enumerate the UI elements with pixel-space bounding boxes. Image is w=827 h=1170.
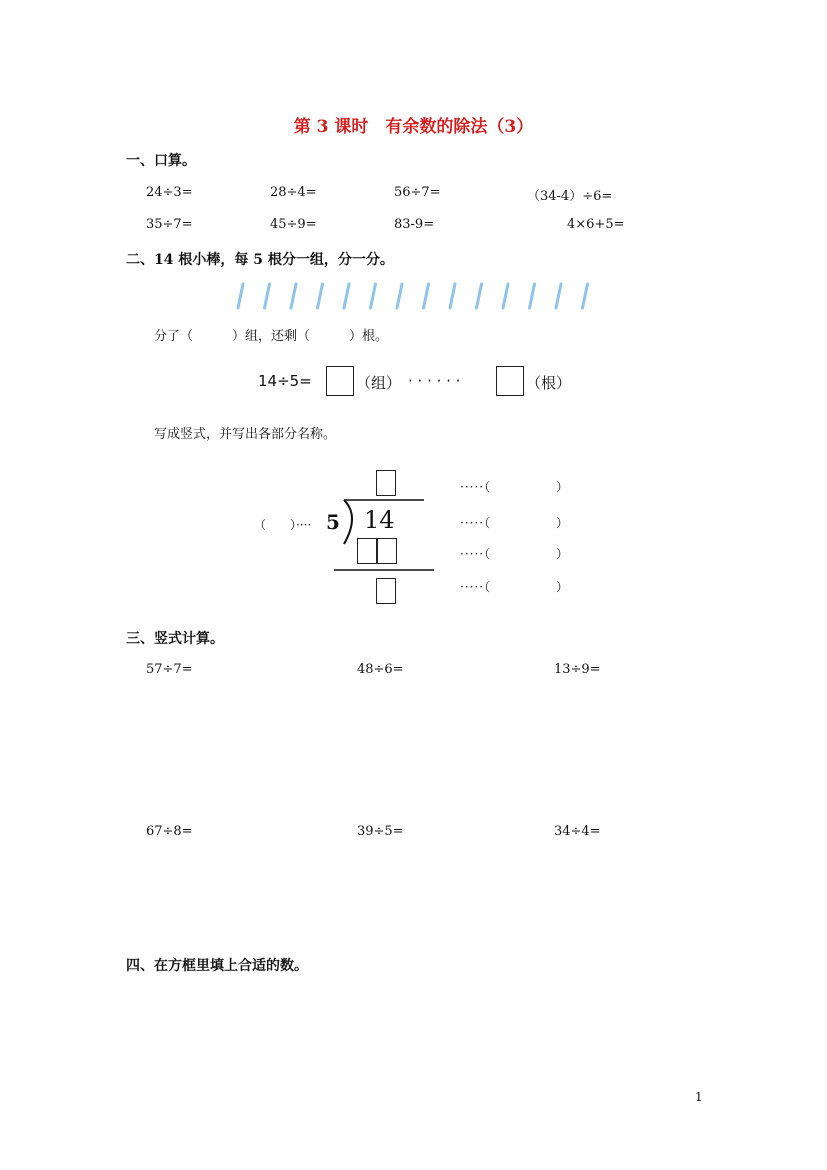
oral-item: 45÷9= [270,217,317,232]
stick [397,284,402,308]
stick [583,284,588,308]
stick [371,284,376,308]
sticks-illustration [230,282,602,310]
left-name-label: （ ）···· [254,518,312,532]
answer-box-remainder[interactable] [496,366,524,396]
stick [477,284,482,308]
product-box-tens[interactable] [357,538,377,564]
stick [503,284,508,308]
answer-box-quotient[interactable] [326,366,354,396]
vertical-calc-item: 13÷9= [554,662,601,677]
name-slot-dividend: ·····（ ） [460,516,570,530]
product-box-ones[interactable] [377,538,397,564]
vertical-calc-item: 39÷5= [357,824,404,839]
equation-dots: · · · · · · [408,372,461,390]
name-slot-quotient: ·····（ ） [460,480,570,494]
stick [556,284,561,308]
stick [450,284,455,308]
quotient-box[interactable] [376,470,396,496]
page-title: 第 3 课时 有余数的除法（3） [293,117,534,137]
stick [265,284,270,308]
divisor: 5 [326,510,340,534]
section-2-heading: 二、14 根小棒，每 5 根分一组，分一分。 [126,252,394,268]
dividend: 14 [364,506,395,534]
page-number: 1 [695,1090,703,1104]
vertical-calc-item: 57÷7= [146,662,193,677]
stick [424,284,429,308]
name-slot-remainder: ·····（ ） [460,580,570,594]
stick [530,284,535,308]
remainder-box[interactable] [376,578,396,604]
section-3-heading: 三、竖式计算。 [126,631,224,647]
oral-item: 83-9= [394,217,435,232]
section-1-heading: 一、口算。 [126,153,196,169]
stick [344,284,349,308]
name-slot-product: ·····（ ） [460,547,570,561]
stick [291,284,296,308]
oral-item: 56÷7= [394,185,441,200]
vertical-calc-item: 67÷8= [146,824,193,839]
section-4-heading: 四、在方框里填上合适的数。 [126,958,308,974]
oral-item: 24÷3= [146,185,193,200]
oral-item: 35÷7= [146,217,193,232]
equation-left: 14÷5= [258,372,312,390]
stick [238,284,243,308]
oral-item: 28÷4= [270,185,317,200]
vertical-calc-item: 34÷4= [554,824,601,839]
instruction: 写成竖式，并写出各部分名称。 [154,427,337,442]
stick [318,284,323,308]
vertical-calc-item: 48÷6= [357,662,404,677]
fill-sentence: 分了（ ）组，还剩（ ）根。 [154,329,389,344]
oral-item: （34-4）÷6= [527,189,613,204]
equation-unit-groups: （组） [356,374,402,392]
equation-unit-sticks: （根） [526,374,572,392]
oral-item: 4×6+5= [567,217,625,232]
